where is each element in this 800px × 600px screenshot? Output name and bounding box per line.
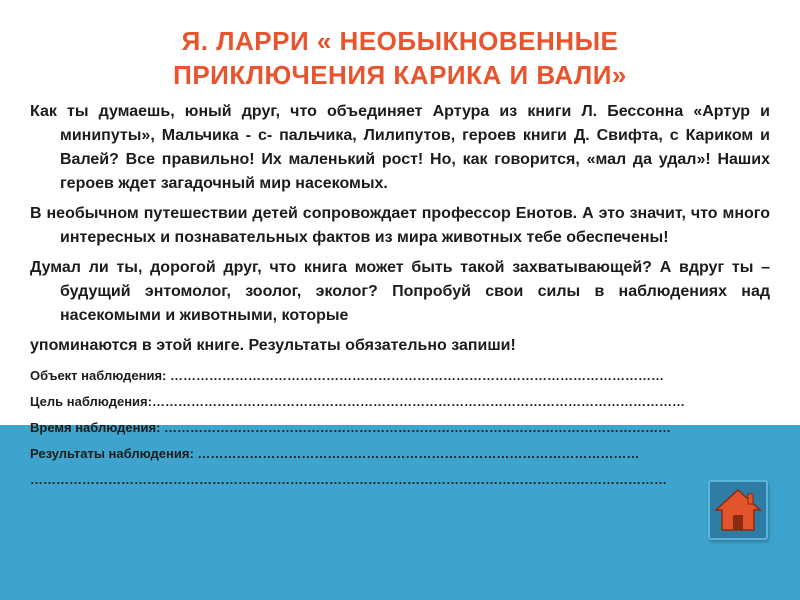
title-line-1: Я. ЛАРРИ « НЕОБЫКНОВЕННЫЕ (181, 26, 619, 56)
field-object: Объект наблюдения: …………………………………………………………………………………………………… (30, 368, 664, 383)
paragraph-professor: В необычном путешествии детей сопровождает профессор Енотов. А это значит, что много интересных и познавательных фактов из мира животных тебе обеспечены! (30, 205, 770, 246)
paragraph-instruction: упоминаются в этой книге. Результаты обязательно запиши! (30, 337, 516, 354)
paragraph-question: Думал ли ты, дорогой друг, что книга может быть такой захватывающей? А вдруг ты – будущий энтомолог, зоолог, эколог? Попробуй свои силы в наблюдениях над насекомыми и животными, которые (30, 259, 770, 324)
field-extra-line: ………………………………………………………………………………………………………………………………… (30, 472, 667, 487)
paragraph-intro: Как ты думаешь, юный друг, что объединяет Артура из книги Л. Бессонна «Артур и минипуты», Мальчика - с- пальчика, Лилипутов, героев книги Д. Свифта, с Кариком и Валей? Все правильно! Их маленький рост! Но, как говорится, «мал да удал»! Наших героев ждет загадочный мир насекомых. (30, 103, 770, 192)
slide-title (40, 24, 760, 92)
field-results: Результаты наблюдения: ………………………………………………………………………………………… (30, 446, 640, 461)
slide-body (30, 100, 770, 488)
field-time: Время наблюдения: ……………………………………………………………………………………………………… (30, 420, 672, 435)
home-icon (710, 482, 766, 538)
home-button[interactable] (708, 480, 768, 540)
title-line-2: ПРИКЛЮЧЕНИЯ КАРИКА И ВАЛИ» (173, 60, 627, 90)
field-goal: Цель наблюдения:…………………………………………………………………………………………………………… (30, 394, 685, 409)
